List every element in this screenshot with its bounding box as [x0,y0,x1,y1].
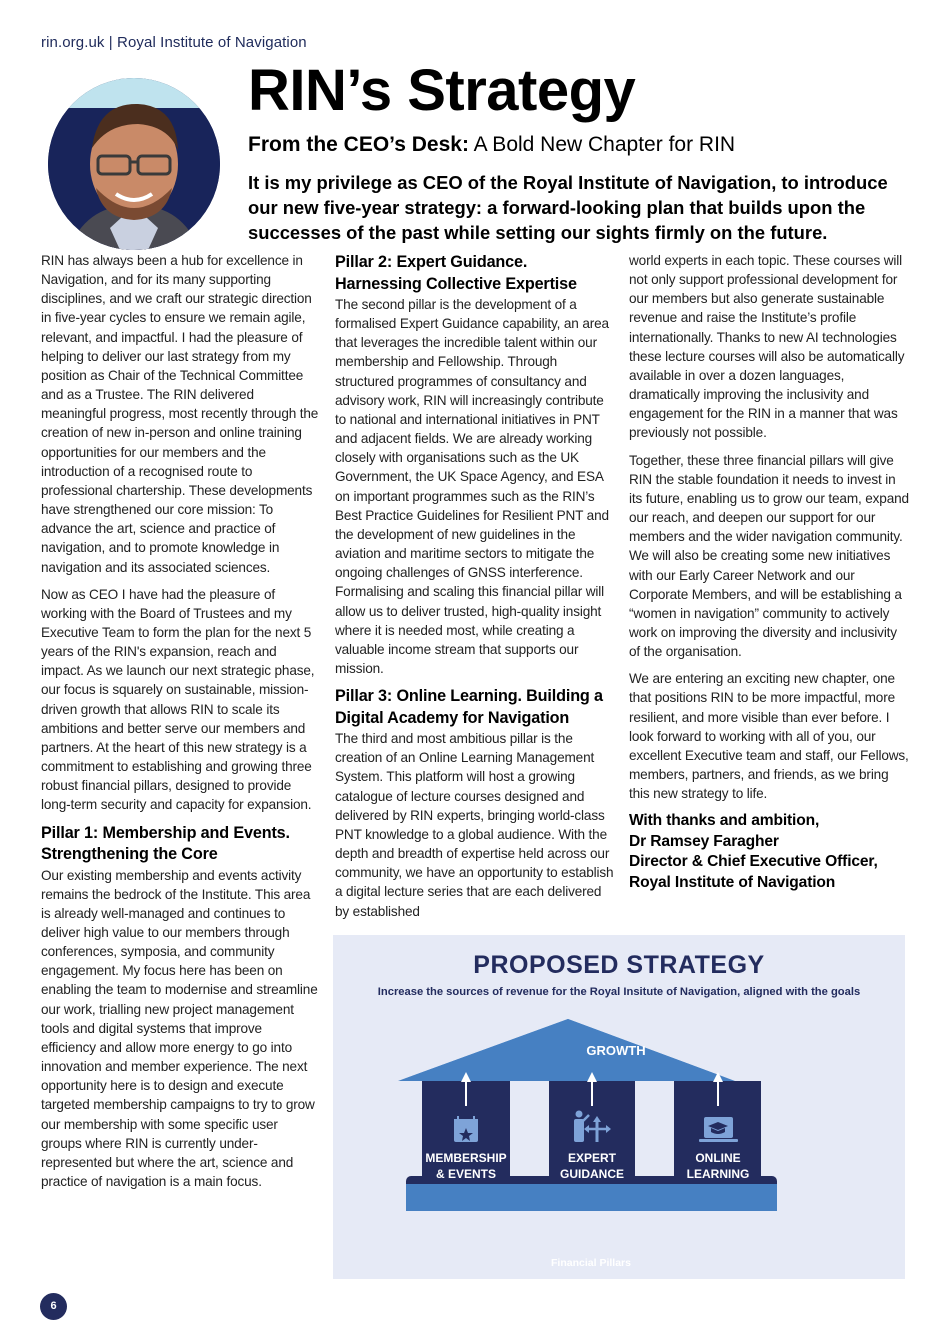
pillar-label-line1: EXPERT [567,1151,617,1165]
pillar-3-heading: Pillar 3: Online Learning. Building a Digital Academy for Navigation [335,687,603,727]
paragraph: Our existing membership and events activity remains the bedrock of the Institute. This area is already well-managed and continues to deliver high value to our members through conferences, symposia, and community engagement. My focus here has been on enabling the team to modernise and streamline our work, trialling new project management tools and digital systems that improve efficiency and allow more energy to go into innovation and member experience. The next opportunity here is to design and execute targeted membership campaigns to try to grow our membership with some specific user groups where RIN is currently under-represented but where the art, science and practice of navigation is a main focus. [41,867,318,1190]
calendar-star-icon [454,1116,478,1142]
proposed-strategy-diagram [333,935,905,1279]
strategy-graphic [333,935,905,1279]
page-number-badge: 6 [40,1293,67,1320]
pillar-2-heading: Pillar 2: Expert Guidance. Harnessing Collective Expertise [335,253,577,293]
ceo-portrait [48,78,220,250]
signatory-name: Dr Ramsey Faragher [629,832,779,850]
paragraph: Now as CEO I have had the pleasure of working with the Board of Trustees and my Executive Team to form the plan for the next 5 years of the RIN's expansion, reach and impact. As we launch our next strategic phase, our focus is squarely on sustainable, mission-driven growth that allows RIN to scale its ambitions and better serve our members and partners. At the heart of this new strategy is a commitment to establishing and growing three robust financial pillars, designed to provide long-term security and capacity for expansion. [41,586,315,813]
pillar-expert-guidance [549,1072,635,1184]
page-title: RIN’s Strategy [248,58,636,123]
roof-label: GROWTH [586,1043,646,1058]
column-1 [41,251,319,1199]
subtitle-bold: From the CEO’s Desk: [248,133,469,156]
pillar-membership-events [422,1072,510,1184]
pillar-label-line2: LEARNING [686,1167,750,1181]
site-header: rin.org.uk | Royal Institute of Navigation [41,34,307,51]
paragraph: The third and most ambitious pillar is the creation of an Online Learning Management System. This platform will host a growing catalogue of lecture courses designed and delivered by RIN experts, bringing world-class PNT knowledge to a global audience. With the depth and breadth of expertise held across our community, we have an opportunity to establish a digital lecture series that are each delivered by established [335,731,614,919]
column-2 [335,252,615,929]
paragraph: world experts in each topic. These courses will not only support professional development for our members but also generate sustainable revenue and raise the Institute’s profile internationally. Thanks to new AI technologies these lecture courses will also be automatically available in over a dozen languages, dramatically improving the inclusivity and engagement for the RIN in a manner that was previously not possible. [629,253,905,441]
signatory-organisation: Royal Institute of Navigation [629,873,836,891]
base-label: Financial Pillars [551,1257,631,1269]
paragraph: RIN has always been a hub for excellence in Navigation, and for its many supporting disciplines, and we craft our strategic direction in five-year cycles to ensure we remain agile, relevant, and impactful. I had the pleasure of helping to deliver our last strategy from my position as Chair of the Technical Committee and as a Trustee. The RIN delivered meaningful progress, most recently through the creation of new in-person and online training opportunities for our members and the introduction of a recognised route to professional chartership. These developments have strengthened our core mission: To advance the art, science and practice of navigation, and to promote knowledge in navigation and its associated sciences. [41,253,319,575]
page-subtitle [248,133,735,157]
column-3 [629,251,909,893]
pillar-1-heading: Pillar 1: Membership and Events. Strengthening the Core [41,823,290,864]
pillar-label-line1: MEMBERSHIP [425,1151,507,1165]
strategy-title: PROPOSED STRATEGY [473,951,765,979]
pillar-label-line2: & EVENTS [435,1167,497,1181]
financial-pillars-base [406,1184,777,1211]
portrait-illustration [48,78,220,250]
paragraph: The second pillar is the development of a formalised Expert Guidance capability, an area that leverages the incredible talent within our membership and Fellowship. Through structured programmes of consultancy and advisory work, RIN will increasingly contribute to national and international initiatives in PNT and adjacent fields. We are already working closely with organisations such as the UK Government, the UK Space Agency, and ESA on important programmes such as the RIN’s Best Practice Guidelines for Resilient PNT and the development of new guidelines in the aviation and maritime sectors to mitigate the ongoing challenges of GNSS interference. Formalising and scaling this financial pillar will allow us to deliver trusted, high-quality insight where it is needed most, while creating a valuable income stream that supports our mission. [335,297,609,676]
pillar-label-line1: ONLINE [695,1151,741,1165]
sign-off: With thanks and ambition, [629,812,820,830]
subtitle-rest: A Bold New Chapter for RIN [468,133,736,156]
pillar-online-learning [674,1072,761,1184]
intro-paragraph: It is my privilege as CEO of the Royal Institute of Navigation, to introduce our new five-year strategy: a forward-looking plan that builds upon the successes of the past while setting our sights firmly on the future. [248,172,888,243]
pillar-label-line2: GUIDANCE [559,1167,625,1181]
signatory-role: Director & Chief Executive Officer, [629,853,878,871]
strategy-subtitle: Increase the sources of revenue for the Royal Insitute of Navigation, aligned with the goals [377,986,861,998]
paragraph: We are entering an exciting new chapter, one that positions RIN to be more impactful, more resilient, and more visible than ever before. I look forward to working with all of you, our excellent Executive team and staff, our Fellows, members, partners, and friends, as we bring this new strategy to life. [629,671,909,802]
paragraph: Together, these three financial pillars will give RIN the stable foundation it needs to invest in its future, enabling us to grow our team, expand our reach, and deepen our support for our members and the wider navigation community. We will also be creating some new initiatives with our Early Career Network and our Corporate Members, and will be establishing a “women in navigation” community to actively work on improving the diversity and inclusivity of the organisation. [629,452,909,660]
